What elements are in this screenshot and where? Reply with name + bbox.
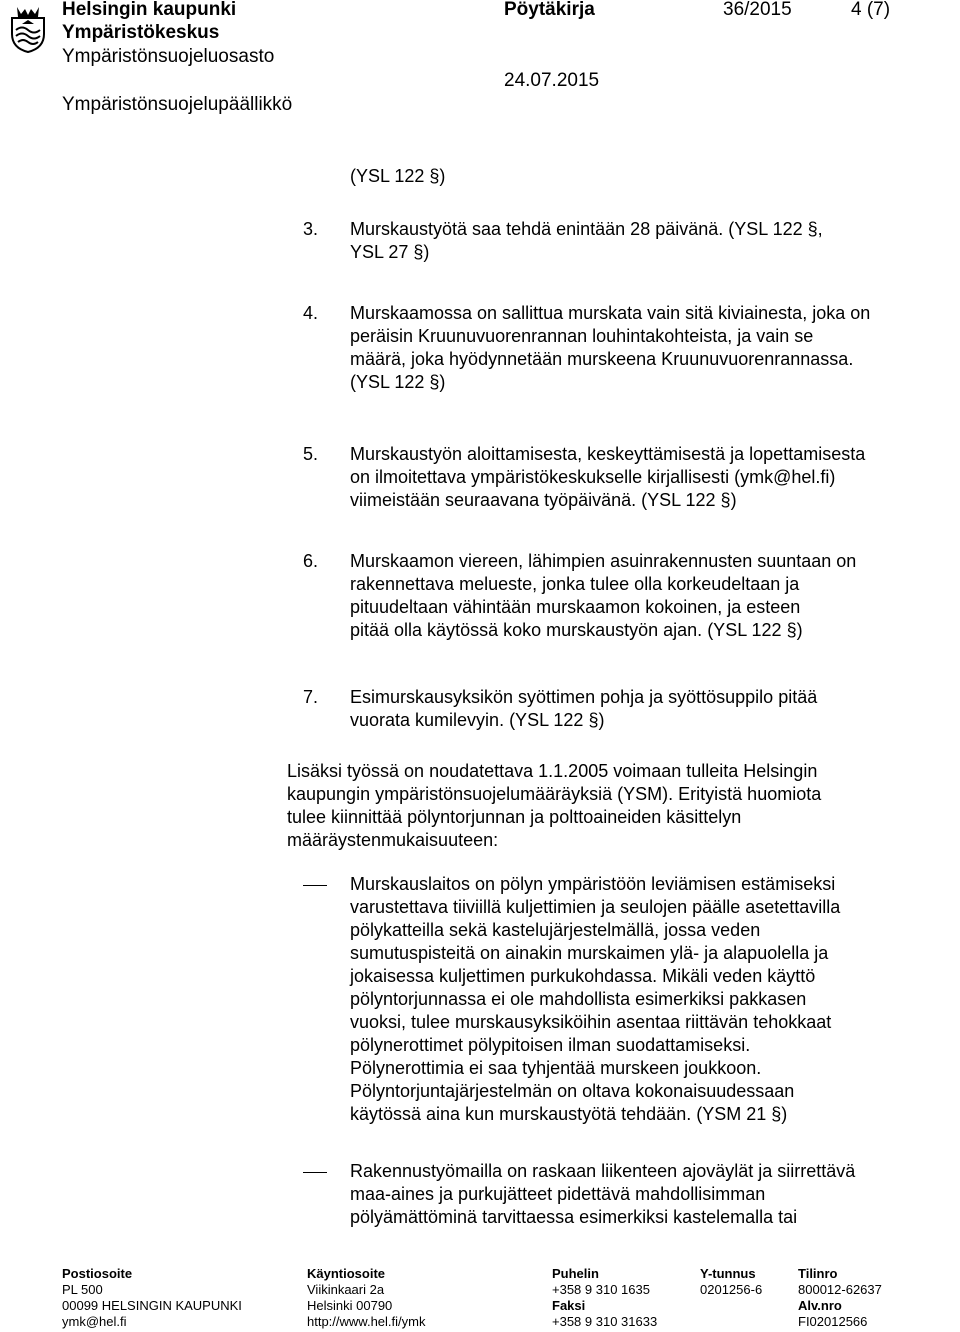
footer-value: Viikinkaari 2a bbox=[307, 1282, 385, 1297]
footer-value: FI02012566 bbox=[798, 1314, 868, 1329]
footer-account bbox=[798, 1266, 882, 1330]
text-line: pölyämättöminä tarvittaessa esimerkiksi kastelemalla tai bbox=[350, 1207, 798, 1227]
item-number: 3. bbox=[303, 219, 319, 239]
doc-number: 36/2015 bbox=[723, 0, 792, 20]
text-line: pitää olla käytössä koko murskaustyön ajan. (YSL 122 §) bbox=[350, 620, 803, 640]
footer-web-link[interactable]: http://www.hel.fi/ymk bbox=[307, 1314, 426, 1329]
city-name: Helsingin kaupunki bbox=[62, 0, 237, 20]
text-line: Rakennustyömailla on raskaan liikenteen ajoväylät ja siirrettävä bbox=[350, 1161, 856, 1181]
dash-bullet bbox=[303, 885, 327, 886]
footer-label: Käyntiosoite bbox=[307, 1266, 386, 1281]
text-line: Murskaamon viereen, lähimpien asuinrakennusten suuntaan on bbox=[350, 551, 857, 571]
item-text bbox=[350, 302, 952, 394]
text-line: määräystenmukaisuuteen: bbox=[287, 830, 499, 850]
text-line: pituudeltaan vähintään murskaamon kokoinen, ja esteen bbox=[350, 597, 801, 617]
footer-value: 800012-62637 bbox=[798, 1282, 882, 1297]
text-line: sumutuspisteitä on ainakin murskaimen ylä- ja alapuolella ja bbox=[350, 943, 829, 963]
footer-label: Y-tunnus bbox=[700, 1266, 756, 1281]
item-number: 4. bbox=[303, 303, 319, 323]
footer-label: Puhelin bbox=[552, 1266, 599, 1281]
item-text bbox=[350, 443, 952, 512]
text-line: Murskaamossa on sallittua murskata vain sitä kiviainesta, joka on bbox=[350, 303, 871, 323]
text-line: Lisäksi työssä on noudatettava 1.1.2005 voimaan tulleita Helsingin bbox=[287, 761, 818, 781]
text-line: Pölynerottimia ei saa tyhjentää murskeen joukkoon. bbox=[350, 1058, 762, 1078]
footer-phone bbox=[552, 1266, 657, 1330]
page-number: 4 (7) bbox=[851, 0, 891, 20]
text-line: viimeistään seuraavana työpäivänä. (YSL 122 §) bbox=[350, 490, 737, 510]
text-line: jokaisessa kuljettimen purkukohdassa. Mikäli veden käyttö bbox=[350, 966, 816, 986]
text-line: rakennettava melueste, jonka tulee olla korkeudeltaan ja bbox=[350, 574, 800, 594]
text-line: (YSL 122 §) bbox=[350, 372, 446, 392]
bullet-text bbox=[350, 873, 952, 1126]
footer-value: +358 9 310 31633 bbox=[552, 1314, 658, 1329]
bullet-text bbox=[350, 1160, 952, 1229]
item-text bbox=[350, 550, 952, 642]
footer-label: Faksi bbox=[552, 1298, 586, 1313]
footer-ytunnus bbox=[700, 1266, 762, 1298]
text-line: vuorata kumilevyin. (YSL 122 §) bbox=[350, 710, 605, 730]
text-line: YSL 27 §) bbox=[350, 242, 430, 262]
doc-type: Pöytäkirja bbox=[504, 0, 595, 20]
footer-label: Alv.nro bbox=[798, 1298, 842, 1313]
footer-label: Tilinro bbox=[798, 1266, 838, 1281]
footer-value: PL 500 bbox=[62, 1282, 103, 1297]
text-line: käytössä aina kun murskaustyötä tehdään. (YSM 21 §) bbox=[350, 1104, 788, 1124]
unit-name: Ympäristönsuojeluosasto bbox=[62, 46, 275, 67]
footer-postal bbox=[62, 1266, 242, 1330]
text-line: pölykatteilla sekä kastelujärjestelmällä, jossa veden bbox=[350, 920, 761, 940]
footer-label: Postiosoite bbox=[62, 1266, 133, 1281]
text-line: Murskaustyön aloittamisesta, keskeyttämisestä ja lopettamisesta bbox=[350, 444, 866, 464]
text-line: määrä, joka hyödynnetään murskeena Kruunuvuorenrannassa. bbox=[350, 349, 854, 369]
role-title: Ympäristönsuojelupäällikkö bbox=[62, 94, 293, 115]
lead-reference: (YSL 122 §) bbox=[350, 166, 446, 186]
text-line: Pölyntorjuntajärjestelmän on oltava kokonaisuudessaan bbox=[350, 1081, 795, 1101]
item-number: 5. bbox=[303, 444, 319, 464]
text-line: pölyntorjunnassa ei ole mahdollista esimerkiksi pakkasen bbox=[350, 989, 807, 1009]
text-line: tulee kiinnittää pölyntorjunnan ja polttoaineiden käsittelyn bbox=[287, 807, 742, 827]
text-line: kaupungin ympäristönsuojelumääräyksiä (YSM). Erityistä huomiota bbox=[287, 784, 822, 804]
department-name: Ympäristökeskus bbox=[62, 22, 220, 43]
footer-value: +358 9 310 1635 bbox=[552, 1282, 650, 1297]
text-line: vuoksi, tulee murskausyksiköihin asentaa riittävän tehokkaat bbox=[350, 1012, 832, 1032]
text-line: Murskauslaitos on pölyn ympäristöön leviämisen estämiseksi bbox=[350, 874, 836, 894]
text-line: peräisin Kruunuvuorenrannan louhintakohteista, ja vain se bbox=[350, 326, 814, 346]
footer-visit bbox=[307, 1266, 425, 1330]
footer-value: 0201256-6 bbox=[700, 1282, 763, 1297]
item-text bbox=[350, 686, 952, 732]
text-line: varustettava tiiviillä kuljettimien ja seulojen päälle asetettavilla bbox=[350, 897, 841, 917]
text-line: pölynerottimet pölypitoisen ilman suodattamiseksi. bbox=[350, 1035, 751, 1055]
text-line: Esimurskausyksikön syöttimen pohja ja syöttösuppilo pitää bbox=[350, 687, 818, 707]
text-line: on ilmoitettava ympäristökeskukselle kirjallisesti (ymk@hel.fi) bbox=[350, 467, 836, 487]
intro-paragraph bbox=[287, 760, 821, 852]
footer-value: Helsinki 00790 bbox=[307, 1298, 393, 1313]
text-line: Murskaustyötä saa tehdä enintään 28 päivänä. (YSL 122 §, bbox=[350, 219, 823, 239]
item-text bbox=[350, 218, 952, 264]
item-number: 7. bbox=[303, 687, 319, 707]
footer-email-link[interactable]: ymk@hel.fi bbox=[62, 1314, 127, 1329]
text-line: maa-aines ja purkujätteet pidettävä mahdollisimman bbox=[350, 1184, 766, 1204]
footer-value: 00099 HELSINGIN KAUPUNKI bbox=[62, 1298, 242, 1313]
item-number: 6. bbox=[303, 551, 319, 571]
helsinki-crest-icon bbox=[8, 4, 48, 54]
doc-date: 24.07.2015 bbox=[504, 70, 600, 91]
dash-bullet bbox=[303, 1172, 327, 1173]
